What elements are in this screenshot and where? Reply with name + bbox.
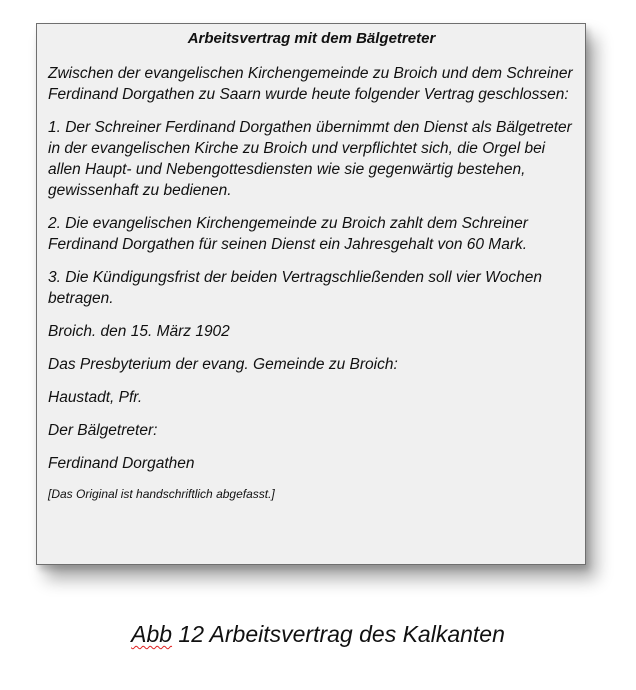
contract-clause-2: 2. Die evangelischen Kirchengemeinde zu Broich zahlt dem Schreiner Ferdinand Dorgathen für seinen Dienst ein Jahresgehalt von 60 Mark. bbox=[48, 215, 528, 253]
signatory-pastor: Haustadt, Pfr. bbox=[48, 389, 143, 406]
signatory-bellows-treader: Ferdinand Dorgathen bbox=[48, 455, 195, 472]
presbytery-line: Das Presbyterium der evang. Gemeinde zu Broich: bbox=[48, 356, 398, 373]
contract-text-box bbox=[36, 23, 586, 565]
caption-prefix: Abb bbox=[131, 621, 173, 647]
caption-text: 12 Arbeitsvertrag des Kalkanten bbox=[172, 621, 505, 647]
contract-intro: Zwischen der evangelischen Kirchengemeinde zu Broich und dem Schreiner Ferdinand Dorgathen zu Saarn wurde heute folgender Vertrag geschlossen: bbox=[48, 65, 573, 103]
figure-caption bbox=[0, 619, 636, 649]
contract-clause-1: 1. Der Schreiner Ferdinand Dorgathen übernimmt den Dienst als Bälgetreter in der evangelischen Kirche zu Broich und verpflichtet sich, die Orgel bei allen Haupt- und Nebengottesdiensten wie sie gegenwärtig bestehen, gewissenhaft zu bedienen. bbox=[48, 119, 572, 199]
contract-clause-3: 3. Die Kündigungsfrist der beiden Vertragschließenden soll vier Wochen betragen. bbox=[48, 269, 542, 307]
original-note: [Das Original ist handschriftlich abgefasst.] bbox=[48, 487, 275, 501]
place-date: Broich. den 15. März 1902 bbox=[48, 323, 230, 340]
contract-title: Arbeitsvertrag mit dem Bälgetreter bbox=[187, 30, 436, 47]
role-bellows-treader: Der Bälgetreter: bbox=[48, 422, 158, 439]
